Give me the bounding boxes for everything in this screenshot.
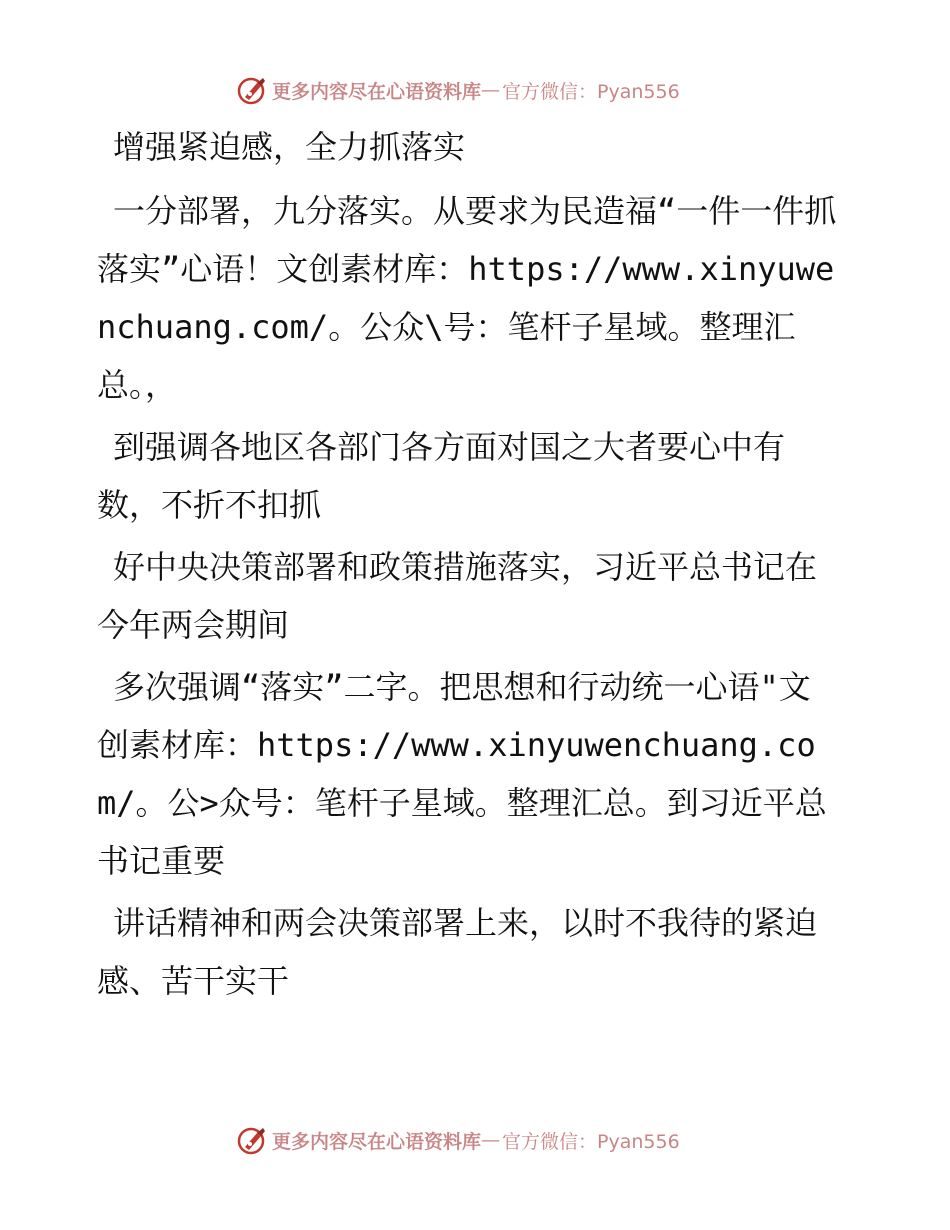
header-watermark (236, 72, 680, 108)
document-title: 增强紧迫感，全力抓落实 (113, 128, 466, 166)
footer-watermark (236, 1122, 680, 1158)
pen-nib-logo-icon (236, 1124, 268, 1156)
paragraph-3: 好中央决策部署和政策措施落实，习近平总书记在今年两会期间 (97, 548, 818, 644)
paragraph-2: 到强调各地区各部门各方面对国之大者要心中有数，不折不扣抓 (97, 428, 786, 524)
watermark-separator: — (481, 79, 501, 101)
watermark-account-text: 官方微信：Pyan556 (502, 1130, 680, 1153)
watermark-site-text: 更多内容尽在心语资料库 (272, 80, 482, 103)
watermark-separator: — (481, 1129, 501, 1151)
watermark-site-text: 更多内容尽在心语资料库 (272, 1130, 482, 1153)
paragraph-4: 多次强调“落实”二字。把思想和行动统一心语"文创素材库：https://www.xinyuwenchuang.com/。公>众号：笔杆子星域。整理汇总。到习近平总书记重要 (97, 668, 827, 880)
pen-nib-logo-icon (236, 74, 268, 106)
document-body (97, 118, 837, 1014)
paragraph-1: 一分部署，九分落实。从要求为民造福“一件一件抓落实”心语！文创素材库：https://www.xinyuwenchuang.com/。公众\号：笔杆子星域。整理汇总。， (97, 192, 837, 404)
watermark-account-text: 官方微信：Pyan556 (502, 80, 680, 103)
paragraph-5: 讲话精神和两会决策部署上来，以时不我待的紧迫感、苦干实干 (97, 904, 818, 1000)
